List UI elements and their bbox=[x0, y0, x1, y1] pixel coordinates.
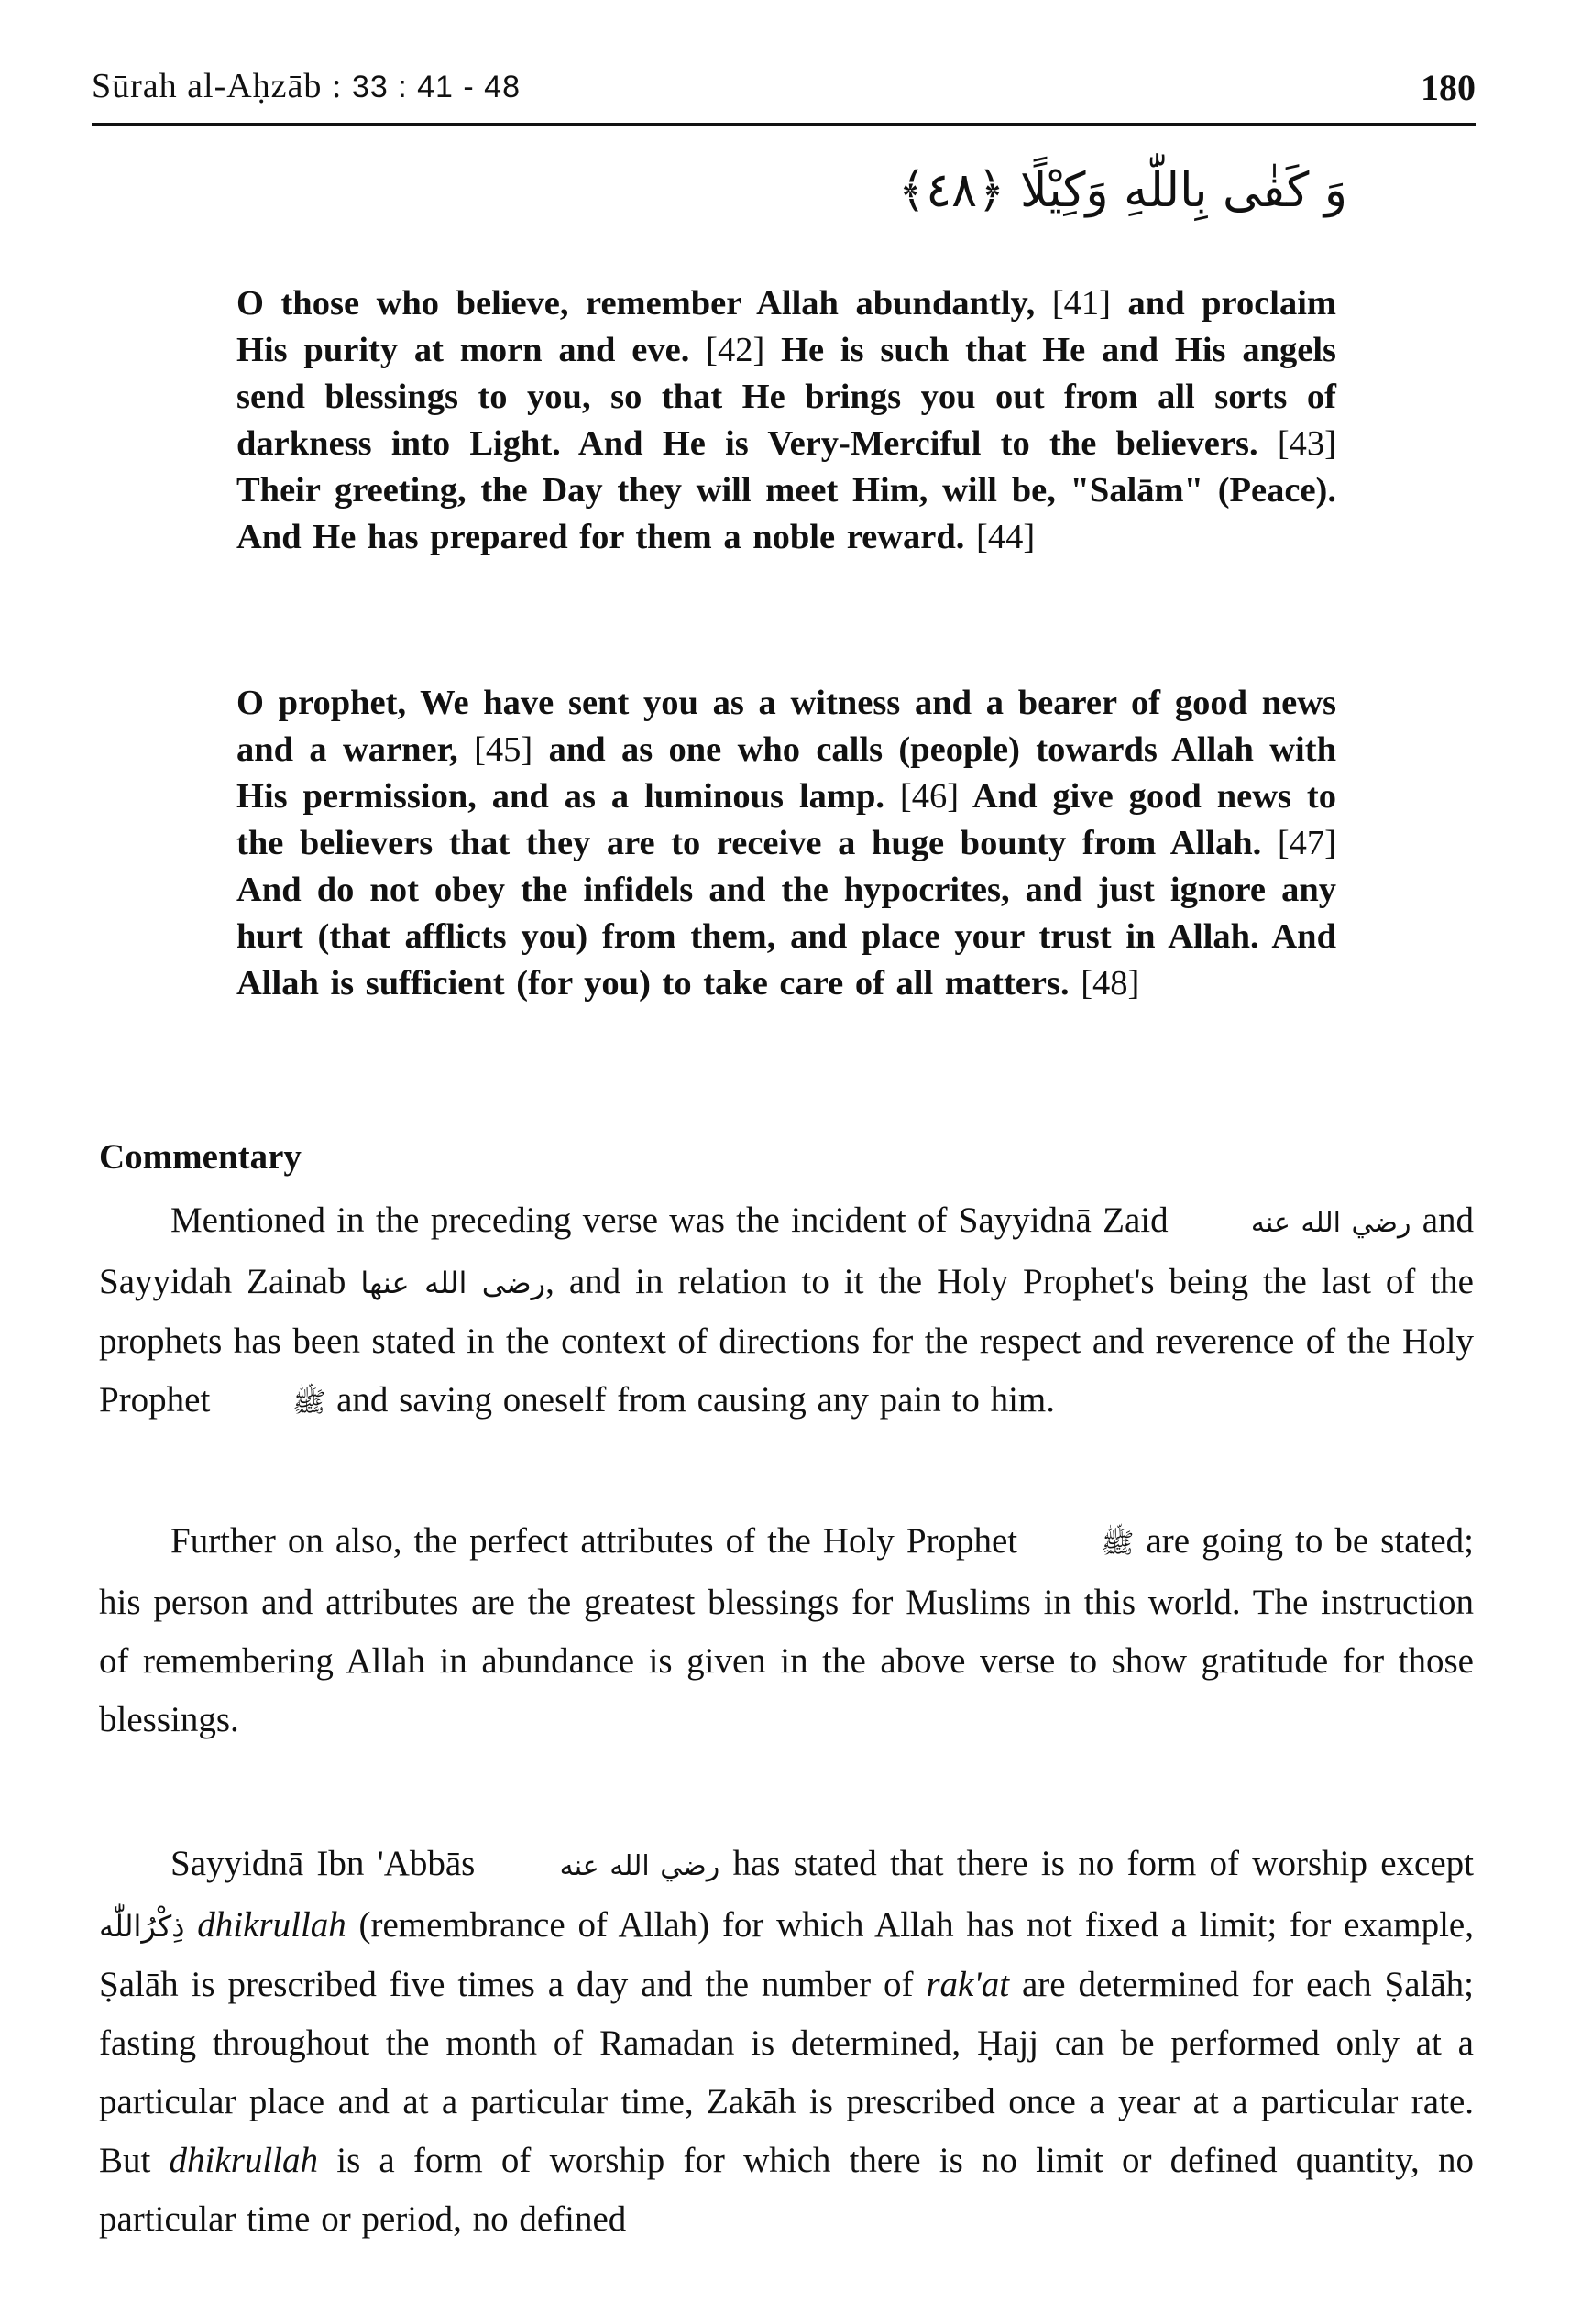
paragraph-text: has stated that there is no form of worship except bbox=[719, 1844, 1475, 1883]
verse-range: 33 : 41 - 48 bbox=[351, 70, 521, 104]
commentary-paragraph-1 bbox=[99, 1191, 1474, 1432]
page-number: 180 bbox=[1421, 67, 1476, 108]
arabic-verse: وَ كَفٰى بِاللّٰهِ وَكِيْلًا ﴿٤٨﴾ bbox=[897, 163, 1347, 218]
honorific-icon: رضي الله عنه bbox=[1250, 1207, 1411, 1240]
inline-arabic: ذِكْرُاللّٰه bbox=[99, 1909, 185, 1945]
verse-number: [45] bbox=[474, 730, 533, 769]
salutation-icon: ﷺ bbox=[292, 1387, 326, 1420]
verse-number: [43] bbox=[1277, 424, 1336, 463]
translation-text: O prophet, We have sent you as a witness and a bearer of good news and a warner, bbox=[236, 684, 1336, 769]
paragraph-text: and Sayyidah Zainab bbox=[99, 1200, 1475, 1302]
translation-text: And do not obey the infidels and the hypocrites, and just ignore any hurt (that afflicts you) from them, and place your trust in Allah. And Allah is sufficient (for you) to take care of all matters. bbox=[236, 871, 1336, 1003]
translation-text: O those who believe, remember Allah abundantly, bbox=[236, 284, 1052, 323]
running-header bbox=[92, 66, 1476, 121]
verse-number: [48] bbox=[1081, 964, 1140, 1003]
paragraph-text: are determined for each Ṣalāh; fasting throughout the month of Ramadan is determined, Ḥajj can be performed only at a particular place and at a particular time, Zakāh is prescribed once a year at a particular rate. But bbox=[99, 1965, 1474, 2181]
commentary-paragraph-3 bbox=[99, 1835, 1474, 2249]
verse-number: [44] bbox=[976, 518, 1036, 556]
inline-arabic: رضى الله عنها bbox=[360, 1266, 546, 1301]
paragraph-text: Sayyidnā Ibn 'Abbās bbox=[170, 1844, 489, 1883]
paragraph-text: are going to be stated; his person and attributes are the greatest blessings for Muslims in this world. The instruction of remembering Allah in abundance is given in the above verse to show gratitude for those blessings. bbox=[99, 1521, 1474, 1740]
header-title bbox=[92, 66, 521, 106]
verse-number: [46] bbox=[899, 777, 960, 816]
translation-text: and proclaim His purity at morn and eve. bbox=[236, 284, 1337, 369]
translation-text: And give good news to the believers that they are to receive a huge bounty from Allah. bbox=[236, 777, 1336, 862]
translation-text: He is such that He and His angels send blessings to you, so that He brings you out from all sorts of darkness into Light. And He is Very-Merciful to the believers. bbox=[236, 331, 1336, 463]
translation-paragraph-1 bbox=[236, 280, 1336, 561]
honorific-icon: رضي الله عنه bbox=[559, 1850, 720, 1883]
transliterated-term: rak'at bbox=[926, 1965, 1010, 2005]
paragraph-text: Mentioned in the preceding verse was the incident of Sayyidnā Zaid bbox=[170, 1200, 1169, 1240]
commentary-paragraph-2 bbox=[99, 1512, 1474, 1749]
translation-paragraph-2 bbox=[236, 680, 1336, 1007]
verse-number: [41] bbox=[1051, 284, 1111, 323]
paragraph-text: Further on also, the perfect attributes of the Holy Prophet bbox=[170, 1521, 1030, 1561]
paragraph-text: (remembrance of Allah) for which Allah has not fixed a limit; for example, Ṣalāh is prescribed five times a day and the number of bbox=[99, 1905, 1474, 2005]
transliterated-term: dhikrullah bbox=[197, 1905, 346, 1946]
paragraph-text: is a form of worship for which there is no limit or defined quantity, no particular time or period, no defined bbox=[99, 2141, 1474, 2240]
paragraph-text: , and in relation to it the Holy Prophet's being the last of the prophets has been stated in the context of directions for the respect and reverence of the Holy Prophet bbox=[99, 1262, 1474, 1420]
surah-name: Sūrah al-Aḥzāb : bbox=[92, 67, 343, 105]
transliterated-term: dhikrullah bbox=[169, 2141, 319, 2181]
verse-number: [42] bbox=[706, 331, 765, 369]
salutation-icon: ﷺ bbox=[1101, 1528, 1135, 1561]
header-rule bbox=[92, 123, 1476, 126]
verse-number: [47] bbox=[1277, 824, 1336, 862]
translation-text: Their greeting, the Day they will meet Him, will be, "Salām" (Peace). And He has prepared for them a noble reward. bbox=[236, 471, 1336, 556]
translation-text: and as one who calls (people) towards Allah with His permission, and as a luminous lamp. bbox=[236, 730, 1336, 816]
commentary-heading: Commentary bbox=[99, 1137, 302, 1177]
paragraph-text: and saving oneself from causing any pain to him. bbox=[325, 1380, 1055, 1420]
